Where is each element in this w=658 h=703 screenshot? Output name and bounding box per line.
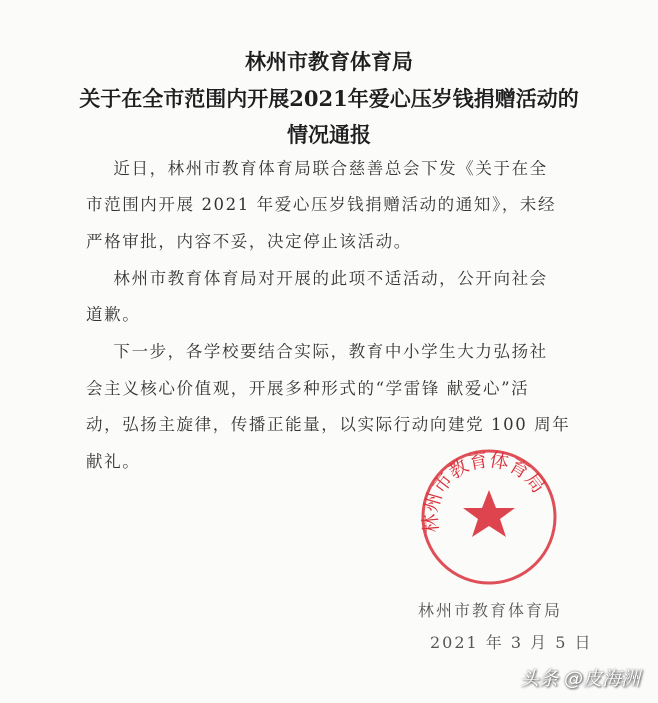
body-line: 献礼。 bbox=[86, 452, 141, 471]
official-seal bbox=[418, 446, 560, 588]
watermark: 头条 @皮海洲 bbox=[519, 668, 640, 690]
body-line: 严格审批，内容不妥，决定停止该活动。 bbox=[86, 232, 412, 251]
body-line: 林州市教育体育局对开展的此项不适活动，公开向社会 bbox=[86, 269, 548, 288]
body-line: 道歉。 bbox=[86, 305, 141, 324]
title-org: 林州市教育体育局 bbox=[245, 49, 413, 74]
body-line: 近日，林州市教育体育局联合慈善总会下发《关于在全 bbox=[86, 159, 548, 178]
title-main: 关于在全市范围内开展2021年爱心压岁钱捐赠活动的 bbox=[79, 86, 579, 111]
body-line: 下一步，各学校要结合实际，教育中小学生大力弘扬社 bbox=[86, 342, 548, 361]
signature-org: 林州市教育体育局 bbox=[418, 601, 563, 620]
title-sub: 情况通报 bbox=[287, 122, 371, 147]
body-line: 动，弘扬主旋律，传播正能量，以实际行动向建党 100 周年 bbox=[86, 415, 571, 434]
seal-text: 林州市教育体育局 bbox=[419, 449, 550, 534]
star-icon bbox=[463, 490, 515, 537]
body-line: 市范围内开展 2021 年爱心压岁钱捐赠活动的通知》，未经 bbox=[86, 195, 557, 214]
signature-date: 2021 年 3 月 5 日 bbox=[430, 633, 593, 652]
body-line: 会主义核心价值观，开展多种形式的“学雷锋 献爱心”活 bbox=[86, 379, 530, 398]
